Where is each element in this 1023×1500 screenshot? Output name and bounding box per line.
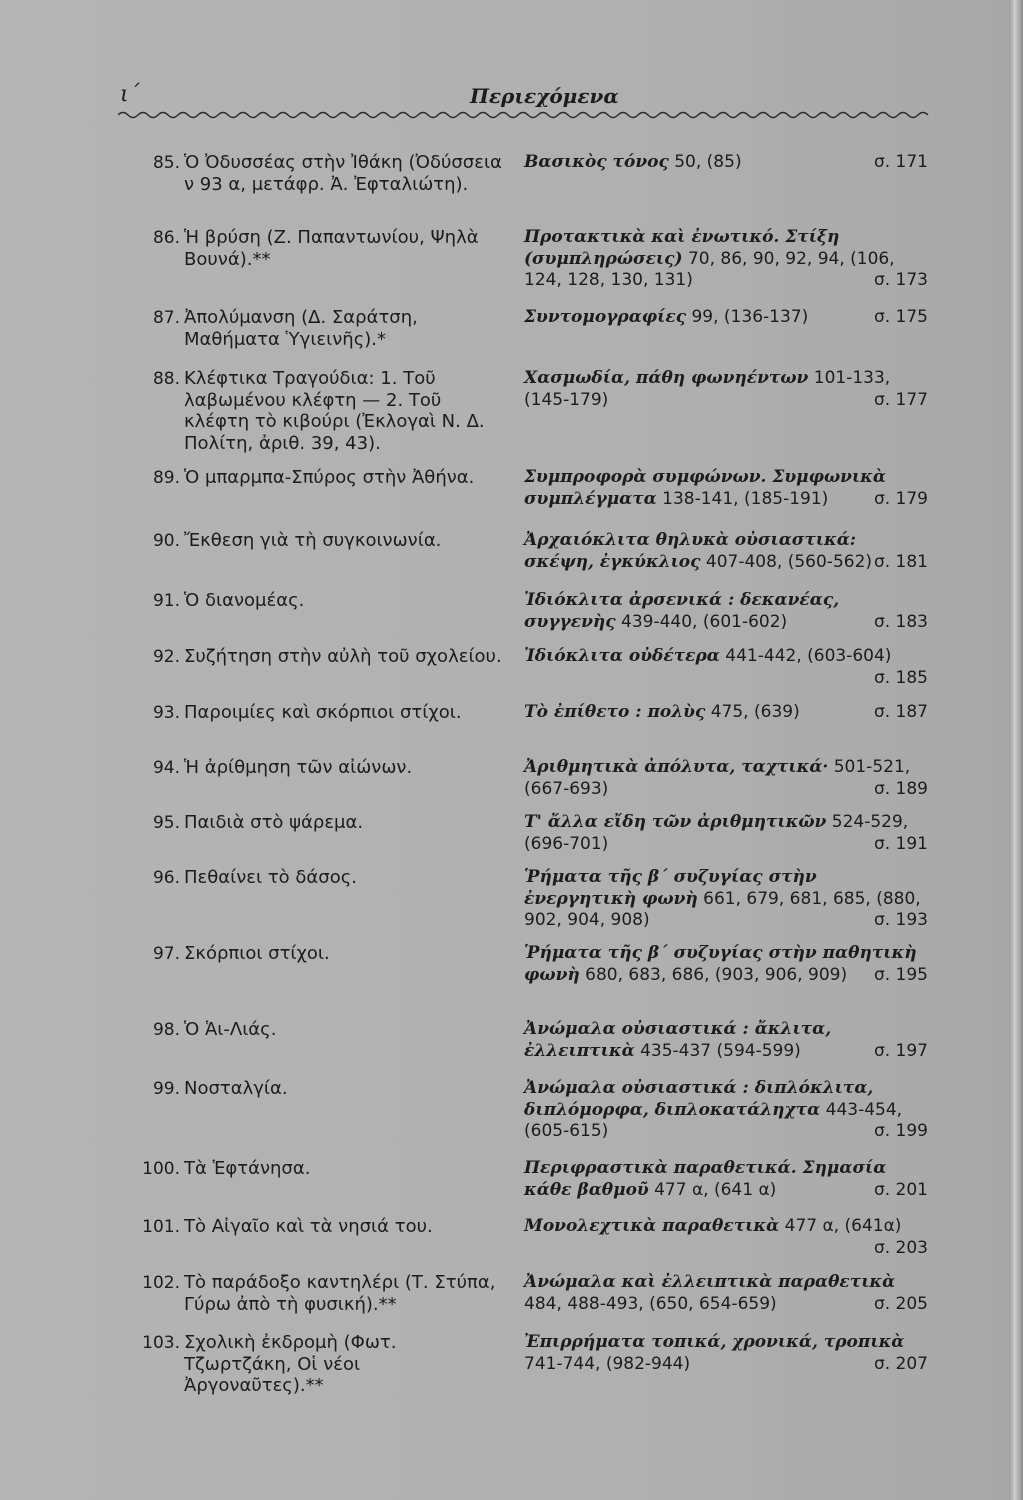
entry-number: 100. <box>142 1159 180 1179</box>
entry-title: Τὸ Αἰγαῖο καὶ τὰ νησιά του. <box>184 1216 433 1237</box>
entry-title: Τὰ Ἑφτάνησα. <box>184 1158 311 1179</box>
entry-title: Νοσταλγία. <box>184 1078 288 1099</box>
entry-title: Σχολικὴ ἐκδρομὴ (Φωτ. Τζωρτζάκη, Οἱ νέοι Ἀργοναῦτες).** <box>184 1332 397 1396</box>
entry-title: Ἔκθεση γιὰ τὴ συγκοινωνία. <box>184 530 442 551</box>
entry-title: Ὁ μπαρμπα-Σπύρος στὴν Ἀθήνα. <box>184 467 475 488</box>
page-ref: σ. 187 <box>873 702 928 722</box>
topic-label: Ἀνώμαλα καὶ ἐλλειπτικὰ παραθετικὰ <box>524 1272 896 1292</box>
topic-label: Βασικὸς τόνος <box>524 152 669 172</box>
entry-number: 88. <box>152 369 180 389</box>
entry-number: 93. <box>152 703 180 723</box>
topic-refs: 407-408, (560-562) <box>705 551 873 572</box>
topic-label: Τὸ ἐπίθετο : πολὺς <box>524 702 706 722</box>
entry-grammar-topic <box>524 702 928 724</box>
page-ref: σ. 181 <box>873 551 928 572</box>
topic-refs: 70, 86, 90, 92, 94, (106, 124, 128, 130, 131) <box>524 248 895 290</box>
topic-refs: 439-440, (601-602) <box>621 611 788 632</box>
entry-number: 90. <box>152 531 180 551</box>
topic-label: Ἀνώμαλα οὐσιαστικά : διπλόκλιτα, διπλόμορφα, διπλοκατάληχτα <box>524 1078 874 1120</box>
topic-label: Χασμωδία, πάθη φωνηέντων <box>524 368 809 388</box>
entry-grammar-topic <box>524 152 928 174</box>
entry-title: Τὸ παράδοξο καντηλέρι (Τ. Στύπα, Γύρω ἀπὸ τὴ φυσική).** <box>184 1272 496 1315</box>
entry-grammar-topic <box>524 467 928 510</box>
entry-title: Σκόρπιοι στίχοι. <box>184 943 330 964</box>
entry-number: 85. <box>152 153 180 173</box>
entry-grammar-topic <box>524 1332 928 1375</box>
entry-title: Συζήτηση στὴν αὐλὴ τοῦ σχολείου. <box>184 646 502 667</box>
entry-title: Ὁ Ὀδυσσέας στὴν Ἰθάκη (Ὀδύσσεια ν 93 α, μετάφρ. Ἀ. Ἐφταλιώτη). <box>184 152 502 195</box>
page-ref: σ. 193 <box>873 910 928 930</box>
entry-grammar-topic <box>524 1078 928 1143</box>
topic-refs: 680, 683, 686, (903, 906, 909) <box>585 964 848 985</box>
entry-grammar-topic <box>524 1158 928 1201</box>
topic-label: Συντομογραφίες <box>524 307 687 327</box>
entry-number: 87. <box>152 308 180 328</box>
entry-number: 98. <box>152 1020 180 1040</box>
entry-number: 92. <box>152 647 180 667</box>
page-ref: σ. 177 <box>873 389 928 410</box>
entry-title: Ὁ Ἁι-Λιάς. <box>184 1019 277 1040</box>
topic-refs: 661, 679, 681, 685, (880, 902, 904, 908) <box>524 888 921 930</box>
topic-refs: 101-133, (145-179) <box>524 368 891 410</box>
entry-title: Παιδιὰ στὸ ψάρεμα. <box>184 812 364 833</box>
topic-refs: 441-442, (603-604) <box>725 646 892 666</box>
entry-title: Παροιμίες καὶ σκόρπιοι στίχοι. <box>184 702 462 723</box>
topic-refs: 741-744, (982-944) <box>524 1353 691 1374</box>
entry-grammar-topic <box>524 757 928 800</box>
entry-grammar-topic <box>524 1019 928 1062</box>
entry-grammar-topic <box>524 646 928 689</box>
page-ref: σ. 179 <box>873 488 928 509</box>
page-ref: σ. 203 <box>873 1237 928 1258</box>
topic-label: Ἀριθμητικὰ ἀπόλυτα, ταχτικά· <box>524 757 829 777</box>
page-ref: σ. 195 <box>873 964 928 985</box>
entry-grammar-topic <box>524 590 928 633</box>
topic-refs: 477 α, (641α) <box>784 1216 902 1236</box>
page-ref: σ. 205 <box>873 1293 928 1314</box>
entry-number: 96. <box>152 868 180 888</box>
page-ref: σ. 175 <box>873 307 928 327</box>
entry-grammar-topic <box>524 812 928 855</box>
topic-label: Τ' ἄλλα εἴδη τῶν ἀριθμητικῶν <box>524 812 827 832</box>
entry-number: 102. <box>142 1273 180 1293</box>
page-ref: σ. 185 <box>873 667 928 688</box>
page-ref: σ. 207 <box>873 1353 928 1374</box>
entry-number: 86. <box>152 228 180 248</box>
entry-title: Κλέφτικα Τραγούδια: 1. Τοῦ λαβωμένου κλέφτη — 2. Τοῦ κλέφτη τὸ κιβούρι (Ἐκλογαὶ Ν. Δ. Πολίτη, ἀριθ. 39, 43). <box>184 368 485 454</box>
topic-refs: 477 α, (641 α) <box>654 1179 777 1200</box>
topic-refs: 524-529, (696-701) <box>524 812 909 854</box>
entry-grammar-topic <box>524 530 928 573</box>
entry-grammar-topic <box>524 943 928 986</box>
entry-number: 99. <box>152 1079 180 1099</box>
entry-number: 97. <box>152 944 180 964</box>
entry-title: Ἡ ἀρίθμηση τῶν αἰώνων. <box>184 757 413 778</box>
page-ref: σ. 191 <box>873 833 928 854</box>
entry-number: 91. <box>152 591 180 611</box>
topic-refs: 50, (85) <box>674 152 742 172</box>
page-ref: σ. 173 <box>873 270 928 290</box>
topic-refs: 501-521, (667-693) <box>524 757 911 799</box>
entry-title: Ἡ βρύση (Ζ. Παπαντωνίου, Ψηλὰ Βουνά).** <box>184 227 479 270</box>
topic-refs: 475, (639) <box>710 702 800 722</box>
entry-grammar-topic <box>524 368 928 411</box>
topic-label: Ἀνώμαλα οὐσιαστικά : ἄκλιτα, ἐλλειπτικὰ <box>524 1019 832 1061</box>
topic-label: Ἰδιόκλιτα ἀρσενικά : δεκανέας, συγγενὴς <box>524 590 840 632</box>
topic-label: Ἰδιόκλιτα οὐδέτερα <box>524 646 720 666</box>
entry-grammar-topic <box>524 867 928 932</box>
page-number: ι΄ <box>120 82 140 107</box>
entry-grammar-topic <box>524 1216 928 1259</box>
topic-refs: 484, 488-493, (650, 654-659) <box>524 1293 777 1314</box>
entry-number: 101. <box>142 1217 180 1237</box>
entry-title: Ὁ διανομέας. <box>184 590 305 611</box>
page-ref: σ. 189 <box>873 778 928 799</box>
page-ref: σ. 183 <box>873 611 928 632</box>
page-ref: σ. 197 <box>873 1040 928 1061</box>
topic-label: Ῥήματα τῆς β΄ συζυγίας στὴν παθητικὴ φωνὴ <box>524 943 917 985</box>
page-ref: σ. 199 <box>873 1121 928 1141</box>
topic-refs: 138-141, (185-191) <box>662 488 829 509</box>
entry-grammar-topic <box>524 227 928 292</box>
topic-refs: 99, (136-137) <box>691 307 809 327</box>
page-ref: σ. 171 <box>873 152 928 172</box>
entry-grammar-topic <box>524 1272 928 1315</box>
topic-label: Συμπροφορὰ συμφώνων. Συμφωνικὰ συμπλέγματα <box>524 467 886 509</box>
topic-refs: 435-437 (594-599) <box>640 1040 801 1061</box>
entry-number: 95. <box>152 813 180 833</box>
running-head-title: Περιεχόμενα <box>470 84 619 108</box>
page-edge <box>1009 0 1023 1500</box>
wavy-rule <box>118 104 933 126</box>
entry-grammar-topic <box>524 307 928 329</box>
topic-label: Περιφραστικὰ παραθετικά. Σημασία κάθε βαθμοῦ <box>524 1158 887 1200</box>
topic-label: Προτακτικὰ καὶ ἐνωτικό. Στίξη (συμπληρώσεις) <box>524 227 840 269</box>
page-ref: σ. 201 <box>873 1179 928 1200</box>
entry-number: 89. <box>152 468 180 488</box>
entry-number: 103. <box>142 1333 180 1353</box>
entry-number: 94. <box>152 758 180 778</box>
topic-label: Ἀρχαιόκλιτα θηλυκὰ οὐσιαστικά: σκέψη, ἐγκύκλιος <box>524 530 857 572</box>
entry-title: Ἀπολύμανση (Δ. Σαράτση, Μαθήματα Ὑγιεινῆς).* <box>184 307 418 350</box>
topic-label: Ἐπιρρήματα τοπικά, χρονικά, τροπικὰ <box>524 1332 905 1352</box>
topic-label: Μονολεχτικὰ παραθετικὰ <box>524 1216 780 1236</box>
topic-label: Ῥήματα τῆς β΄ συζυγίας στὴν ἐνεργητικὴ φωνὴ <box>524 867 817 909</box>
topic-refs: 443-454, (605-615) <box>524 1099 903 1141</box>
entry-title: Πεθαίνει τὸ δάσος. <box>184 867 357 888</box>
